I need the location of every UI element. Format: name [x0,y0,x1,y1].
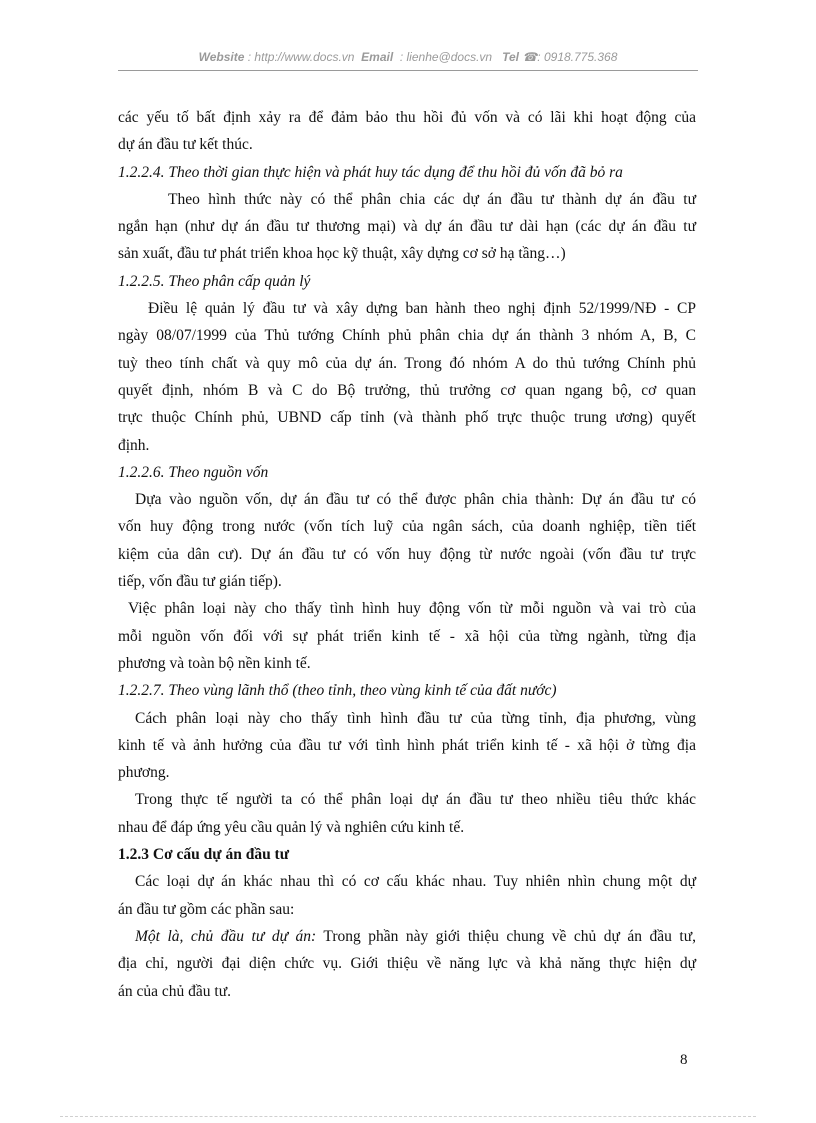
text-line: phương và toàn bộ nền kinh tế. [118,654,311,672]
text-line: địa chỉ, người đại diện chức vụ. Giới thiệu về năng lực và khả năng thực hiện dự [118,955,696,973]
text-line: Dựa vào nguồn vốn, dự án đầu tư có thể được phân chia thành: Dự án đầu tư có [135,491,696,509]
text-line: Theo hình thức này có thể phân chia các dự án đầu tư thành dự án đầu tư [168,190,696,208]
text-line: quyết định, nhóm B và C do Bộ trưởng, thủ trưởng cơ quan ngang bộ, cơ quan [118,381,696,399]
section-heading-1-2-2-5: 1.2.2.5. Theo phân cấp quản lý [118,272,311,290]
emphasis-text: Một là, chủ đầu tư dự án: [135,927,317,945]
text-line: vốn huy động trong nước (vốn tích luỹ của ngân sách, của doanh nghiệp, tiền tiết [118,518,696,536]
tel-value: : 0918.775.368 [537,50,618,64]
text-line: ngắn hạn (như dự án đầu tư thương mại) và dự án đầu tư dài hạn (các dự án đầu tư [118,218,696,236]
text-line: mỗi nguồn vốn đối với sự phát triển kinh tế - xã hội của từng ngành, từng địa [118,627,696,645]
section-heading-1-2-2-7: 1.2.2.7. Theo vùng lãnh thổ (theo tỉnh, theo vùng kinh tế của đất nước) [118,682,557,700]
document-body [118,104,696,1005]
email-value: : lienhe@docs.vn [399,50,493,64]
text-line: nhau để đáp ứng yêu cầu quản lý và nghiên cứu kinh tế. [118,818,465,836]
website-value: : http://www.docs.vn [247,50,355,64]
section-heading-1-2-2-6: 1.2.2.6. Theo nguồn vốn [118,463,269,481]
page-number: 8 [680,1052,688,1068]
text-line: án đầu tư gồm các phần sau: [118,900,295,918]
text-line: Điều lệ quản lý đầu tư và xây dựng ban hành theo nghị định 52/1999/NĐ - CP [148,300,696,318]
text-line: kinh tế và ảnh hưởng của đầu tư với tình hình phát triển kinh tế - xã hội ở từng địa [118,736,696,754]
page-header [118,50,698,64]
text-line: định. [118,436,150,454]
text-line: Cách phân loại này cho thấy tình hình đầu tư của từng tỉnh, địa phương, vùng [135,709,696,727]
website-label: Website [198,50,245,64]
text-line: các yếu tố bất định xảy ra để đảm bảo thu hồi đủ vốn và có lãi khi hoạt động của [118,109,696,126]
text-line: ngày 08/07/1999 của Thủ tướng Chính phủ phân chia dự án thành 3 nhóm A, B, C [118,327,696,345]
section-heading-1-2-2-4: 1.2.2.4. Theo thời gian thực hiện và phát huy tác dụng để thu hồi đủ vốn đã bỏ ra [118,163,623,181]
section-heading-1-2-3: 1.2.3 Cơ cấu dự án đầu tư [118,846,290,864]
text-line: Các loại dự án khác nhau thì có cơ cấu khác nhau. Tuy nhiên nhìn chung một dự [135,873,696,891]
text-line: tuỳ theo tính chất và quy mô của dự án. Trong đó nhóm A do thủ tướng Chính phủ [118,354,696,372]
text-line: án của chủ đầu tư. [118,982,231,1000]
text-line: trực thuộc Chính phủ, UBND cấp tỉnh (và thành phố trực thuộc trung ương) quyết [118,409,696,427]
text-line: tiếp, vốn đầu tư gián tiếp). [118,573,282,591]
header-divider [118,70,698,71]
text-line: Trong thực tế người ta có thể phân loại dự án đầu tư theo nhiều tiêu thức khác [135,791,696,809]
email-label: Email [361,50,394,64]
text-line [118,923,696,950]
text-line: Việc phân loại này cho thấy tình hình huy động vốn từ mỗi nguồn và vai trò của [128,600,696,618]
text-run: Trong phần này giới thiệu chung về chủ dự án đầu tư, [316,927,696,945]
text-line: sản xuất, đầu tư phát triển khoa học kỹ thuật, xây dựng cơ sở hạ tầng…) [118,245,566,263]
text-line: phương. [118,764,170,782]
text-line: dự án đầu tư kết thúc. [118,136,253,154]
footer-divider [60,1116,756,1117]
tel-label: Tel [502,50,519,64]
phone-icon: ☎ [522,50,538,64]
text-line: kiệm của dân cư). Dự án đầu tư có vốn huy động từ nước ngoài (vốn đầu tư trực [118,545,696,563]
